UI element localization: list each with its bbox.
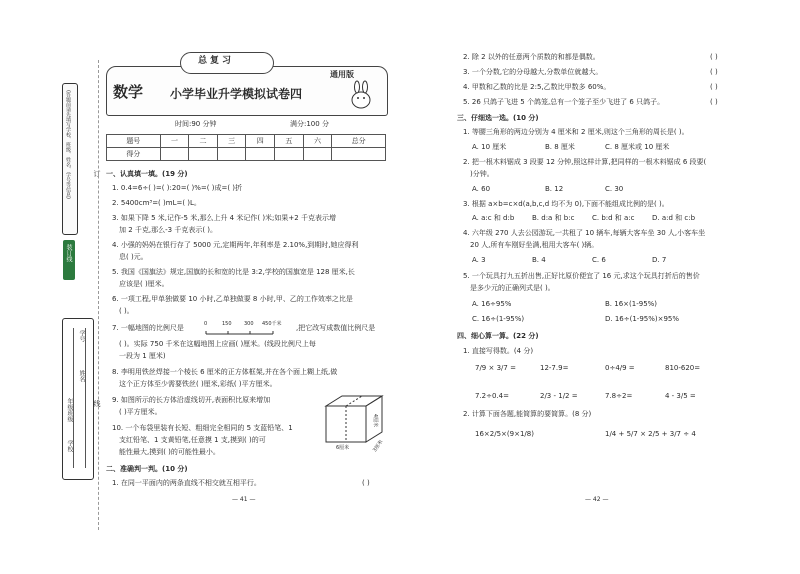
cuboid-label-width: 3厘米 [371, 439, 385, 454]
scale-tick-0: 0 [204, 321, 208, 327]
calc-1-item-2: 12-7.9= [540, 364, 569, 372]
binding-line-note-1: 订 [93, 170, 101, 177]
score-cell: 总分 [332, 135, 386, 148]
calc-1-item-1: 7/9 × 3/7 = [475, 364, 516, 372]
scale-tick-300: 300 [244, 321, 254, 327]
score-input-cell[interactable] [332, 148, 386, 161]
calc-1-item-5: 7.2÷0.4= [475, 392, 509, 400]
question-7a: 7. 一幅地图的比例尺是 [112, 324, 184, 332]
choice-2b: )分钟。 [470, 170, 494, 178]
binding-line-note-2: 线 [93, 400, 101, 407]
question-9a: 9. 如图所示的长方体沿虚线切开,表面积比原来增加 [112, 396, 271, 404]
score-table-score-row [107, 148, 386, 161]
judge-5-paren: ( ) [710, 98, 718, 106]
question-8a: 8. 李明用铁丝焊接一个棱长 6 厘米的正方体框架,并在各个面上糊上纸,做 [112, 368, 338, 376]
score-cell: 六 [303, 135, 332, 148]
choice-2-opt-b: B. 12 [545, 185, 564, 193]
judge-2-paren: ( ) [710, 53, 718, 61]
score-row-label: 得分 [107, 148, 161, 161]
question-3b: 加 2 千克,那么-3 千克表示( )。 [119, 226, 218, 234]
score-cell: 三 [217, 135, 246, 148]
choice-2-opt-a: A. 60 [472, 185, 491, 193]
subject-title: 数学 [113, 83, 144, 101]
choice-4b: 20 人,所有车刚好坐满,租用大客车( )辆。 [470, 241, 599, 249]
score-input-cell[interactable] [303, 148, 332, 161]
score-input-cell[interactable] [160, 148, 189, 161]
calc-2-heading: 2. 计算下面各题,能简算的要简算。(8 分) [463, 410, 592, 418]
info-write-line-1 [73, 328, 74, 468]
choice-4a: 4. 六年级 270 人去公园游玩,一共租了 10 辆车,每辆大客车坐 30 人,小客车坐 [463, 229, 706, 237]
calc-1-item-6: 2/3 - 1/2 = [540, 392, 578, 400]
school-label: 学校 [66, 440, 73, 452]
score-cell: 五 [275, 135, 304, 148]
question-8b: 这个正方体至少需要铁丝( )厘米,彩纸( )平方厘米。 [119, 380, 277, 388]
calc-1-item-3: 0÷4/9 = [605, 364, 635, 372]
score-input-cell[interactable] [275, 148, 304, 161]
cuboid-label-length: 6厘米 [336, 445, 350, 451]
section-2-heading: 二、准确判一判。(10 分) [106, 465, 188, 473]
choice-5-opt-b: B. 16×(1-95%) [605, 300, 658, 308]
choice-3-opt-d: D. a:d 和 c:b [652, 214, 696, 222]
question-3a: 3. 如果下降 5 米,记作-5 米,那么上升 4 米记作( )米;如果+2 千克表示增 [112, 214, 336, 222]
calc-1-item-4: 810-620= [665, 364, 701, 372]
choice-5-opt-c: C. 16÷(1-95%) [472, 315, 525, 323]
judge-1-paren: ( ) [362, 479, 370, 487]
judge-4-paren: ( ) [710, 83, 718, 91]
choice-5-opt-d: D. 16÷(1-95%)×95% [605, 315, 680, 323]
binding-notice: (答题前请先填写学校、班级、姓名、学号等信息) [65, 90, 71, 199]
binding-dashed-line [98, 60, 99, 530]
info-write-line-2 [85, 328, 86, 468]
section-3-heading: 三、仔细选一选。(10 分) [457, 114, 539, 122]
question-4a: 4. 小强的妈妈在银行存了 5000 元,定期两年,年利率是 2.10%,到期时,她应得利 [112, 241, 359, 249]
score-cell: 二 [189, 135, 218, 148]
question-1: 1. 0.4=6÷( )=( ):20=( )%=( )成=( )折 [112, 184, 243, 192]
score-table-header-row [107, 135, 386, 148]
page-number-right: — 42 — [585, 496, 609, 503]
question-5a: 5. 我国《国旗法》规定,国旗的长和宽的比是 3:2,学校的国旗宽是 128 厘米,长 [112, 268, 355, 276]
calc-1-heading: 1. 直接写得数。(4 分) [463, 347, 534, 355]
choice-3-opt-c: C. b:d 和 a:c [592, 214, 635, 222]
section-4-heading: 四、细心算一算。(22 分) [457, 332, 539, 340]
rabbit-mascot-icon [346, 80, 376, 110]
judge-5: 5. 26 只鸽子飞进 5 个鸽笼,总有一个笼子至少飞进了 6 只鸽子。 [463, 98, 665, 106]
binding-label: 装订线 [65, 244, 72, 262]
exam-score: 满分:100 分 [290, 120, 329, 128]
judge-4: 4. 甲数和乙数的比是 2:5,乙数比甲数多 60%。 [463, 83, 611, 91]
choice-3: 3. 根据 a×b=c×d(a,b,c,d 均不为 0),下面不能组成比例的是( )。 [463, 200, 669, 208]
choice-4-opt-a: A. 3 [472, 256, 486, 264]
scale-tick-450: 450千米 [262, 321, 282, 327]
score-input-cell[interactable] [189, 148, 218, 161]
class-label: 年级班级 [66, 398, 73, 422]
question-5b: 应该是( )厘米。 [119, 280, 169, 288]
calc-1-item-8: 4 - 3/5 = [665, 392, 696, 400]
page-number-left: — 41 — [232, 496, 256, 503]
judge-3-paren: ( ) [710, 68, 718, 76]
choice-4-opt-d: D. 7 [652, 256, 667, 264]
choice-4-opt-c: C. 6 [592, 256, 606, 264]
question-10c: 能性最大,摸到( )的可能性最小。 [119, 448, 220, 456]
judge-1: 1. 在同一平面内的两条直线不相交就互相平行。 [112, 479, 261, 487]
score-table [106, 134, 386, 161]
calc-2-item-1: 16×2/5×(9×1/8) [475, 430, 534, 438]
question-7d: 一段为 1 厘米) [119, 352, 166, 360]
choice-1-opt-a: A. 10 厘米 [472, 143, 507, 151]
judge-2: 2. 除 2 以外的任意两个质数的和都是偶数。 [463, 53, 600, 61]
score-input-cell[interactable] [217, 148, 246, 161]
choice-5b: 是多少元的正确列式是( )。 [470, 284, 555, 292]
cuboid-label-height: 4厘米 [372, 413, 379, 428]
exam-title: 小学毕业升学模拟试卷四 [170, 87, 303, 101]
choice-5a: 5. 一个玩具打九五折出售,正好比原价便宜了 16 元,求这个玩具打折后的售价 [463, 272, 700, 280]
section-1-heading: 一、认真填一填。(19 分) [106, 170, 188, 178]
question-10a: 10. 一个布袋里装有长短、粗细完全相同的 5 支蓝铅笔、1 [112, 424, 293, 432]
choice-1-opt-c: C. 8 厘米或 10 厘米 [605, 143, 670, 151]
choice-3-opt-b: B. d:a 和 b:c [532, 214, 575, 222]
choice-3-opt-a: A. a:c 和 d:b [472, 214, 515, 222]
score-cell: 一 [160, 135, 189, 148]
calc-1-item-7: 7.8÷2= [605, 392, 633, 400]
question-6a: 6. 一项工程,甲单独做要 10 小时,乙单独做要 8 小时,甲、乙的工作效率之比是 [112, 295, 353, 303]
logo-text: 总复习 [198, 56, 235, 66]
question-10b: 支红铅笔、1 支黄铅笔,任意摸 1 支,摸到( )的可 [119, 436, 266, 444]
score-cell: 四 [246, 135, 275, 148]
judge-3: 3. 一个分数,它的分母越大,分数单位就越大。 [463, 68, 603, 76]
score-input-cell[interactable] [246, 148, 275, 161]
score-cell: 题号 [107, 135, 161, 148]
question-9b: ( )平方厘米。 [119, 408, 162, 416]
choice-2-opt-c: C. 30 [605, 185, 624, 193]
choice-1-opt-b: B. 8 厘米 [545, 143, 575, 151]
choice-5-opt-a: A. 16÷95% [472, 300, 512, 308]
exam-time: 时间:90 分钟 [175, 120, 217, 128]
question-4b: 息( )元。 [119, 253, 148, 261]
edition-badge: 通用版 [330, 70, 354, 79]
choice-4-opt-b: B. 4 [532, 256, 546, 264]
name-label: 姓名 [78, 370, 85, 382]
choice-1: 1. 等腰三角形的两边分别为 4 厘米和 2 厘米,则这个三角形的周长是( )。 [463, 128, 689, 136]
question-6b: ( )。 [119, 307, 134, 315]
question-7b: ,把它改写成数值比例尺是 [296, 324, 376, 332]
question-7c: ( )。实际 750 千米在这幅地图上应画( )厘米。(线段比例尺上每 [119, 340, 316, 348]
scale-tick-150: 150 [222, 321, 232, 327]
id-label: 学号 [78, 330, 85, 342]
choice-2a: 2. 把一根木料锯成 3 段要 12 分钟,照这样计算,把同样的一根木料锯成 6 段要( [463, 158, 707, 166]
question-2: 2. 5400cm³=( )mL=( )L。 [112, 199, 201, 207]
calc-2-item-2: 1/4 + 5/7 × 2/5 + 3/7 ÷ 4 [605, 430, 696, 438]
